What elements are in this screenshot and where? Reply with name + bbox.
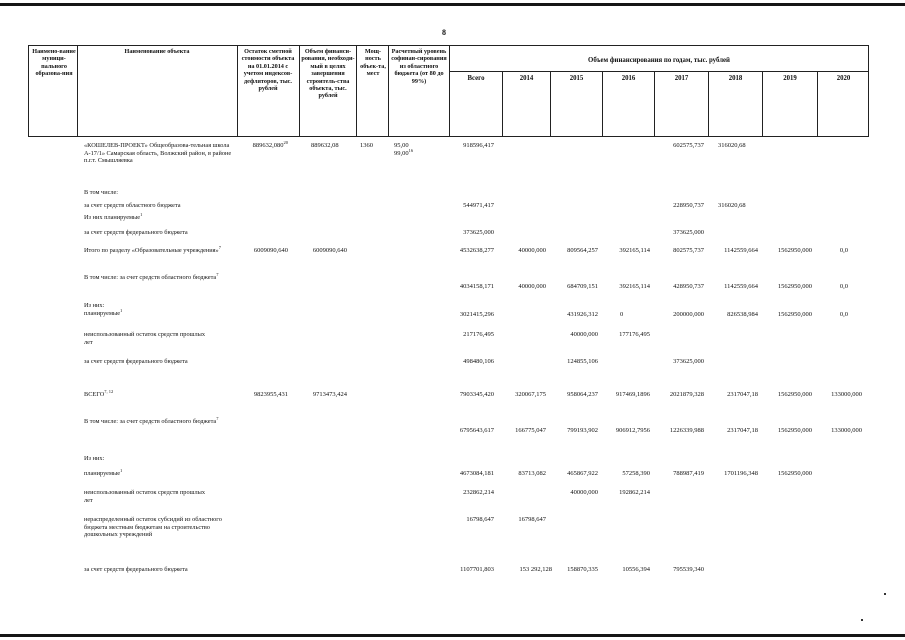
header-municipality: Наимено-вание муници-пального образова-ния: [32, 48, 76, 78]
header-year-2015: 2015: [569, 75, 584, 82]
cell-total: 16798,647: [466, 516, 494, 523]
row-label: Из них: планируемые$^1$: [84, 302, 123, 317]
cell-funding: 889632,08: [311, 142, 339, 149]
header-object: Наименование объекта: [124, 48, 190, 55]
header-year-2014: 2014: [519, 75, 534, 82]
cell-total: 544971,417: [463, 202, 494, 209]
cell-total: 498480,106: [463, 358, 494, 365]
cell-2017: 428950,737: [673, 283, 704, 290]
cell-2015: 465867,922: [567, 470, 598, 477]
cell-2015: 799193,902: [567, 427, 598, 434]
cell-2014: 83713,082: [518, 470, 546, 477]
cell-2020: 0,0: [839, 247, 848, 254]
row-label: Из них планируемые$^1$: [84, 211, 143, 221]
header-capacity: Мощ-ность объек-та, мест: [360, 48, 386, 78]
cell-2018: 2317047,18: [727, 391, 758, 398]
cell-level: 95,00 99,00$^{16}$: [394, 142, 414, 157]
cell-total: 217176,495: [463, 331, 494, 338]
cell-2017: 795539,340: [673, 566, 704, 573]
row-label: за счет средств федерального бюджета: [84, 566, 188, 573]
cell-total: 4034158,171: [459, 283, 494, 290]
cell-2014: 16798,647: [518, 516, 546, 523]
cell-capacity: 1360: [360, 142, 373, 149]
cell-funding: 9713473,424: [312, 391, 347, 398]
cell-total: 4673084,181: [459, 470, 494, 477]
scan-speck: [884, 593, 886, 595]
cell-2017: 802575,737: [673, 247, 704, 254]
cell-total: 1107701,803: [460, 566, 494, 573]
cell-2018: 1142559,664: [724, 247, 758, 254]
cell-2015: 40000,000: [570, 489, 598, 496]
cell-2020: 133000,000: [831, 391, 862, 398]
row-label: за счет средств областного бюджета: [84, 202, 181, 209]
header-divider: [237, 46, 238, 136]
cell-2018: 826538,984: [727, 311, 758, 318]
cell-2014: 166775,047: [515, 427, 546, 434]
cell-2014: 153 292,128: [519, 566, 552, 573]
cell-funding: 6009090,640: [312, 247, 347, 254]
row-label: за счет средств федерального бюджета: [84, 358, 188, 365]
cell-total: 918596,417: [463, 142, 494, 149]
cell-2015: 684709,151: [567, 283, 598, 290]
row-label: неиспользованный остаток средств прошлых лет: [84, 331, 205, 346]
cell-total: 7903345,420: [459, 391, 494, 398]
cell-2017: 2021879,328: [669, 391, 704, 398]
cell-2017: 200000,000: [673, 311, 704, 318]
table-header: [28, 45, 869, 137]
cell-2016: 177176,495: [619, 331, 650, 338]
cell-2018: 316020,68: [718, 202, 746, 209]
header-year-2018: 2018: [728, 75, 743, 82]
cell-2015: 958064,237: [567, 391, 598, 398]
header-year-2020: 2020: [836, 75, 851, 82]
header-divider: [356, 46, 357, 136]
cell-2014: 40000,000: [518, 247, 546, 254]
cell-total: 232862,214: [463, 489, 494, 496]
header-cofinancing-level: Расчетный уровень софинан-сирования из областного бюджета (от 80 до 99%): [391, 48, 447, 85]
cell-2019: 1562950,000: [777, 311, 812, 318]
row-label: Из них:: [84, 455, 105, 462]
row-label: В том числе: за счет средств областного бюджета$^7$: [84, 415, 219, 425]
header-divider: [77, 46, 78, 136]
cell-2019: 1562950,000: [777, 470, 812, 477]
header-year-2019: 2019: [783, 75, 797, 82]
cell-2020: 0,0: [839, 283, 848, 290]
cell-2016: 10556,394: [622, 566, 650, 573]
cell-2014: 40000,000: [518, 283, 546, 290]
cell-total: 4532638,277: [459, 247, 494, 254]
cell-2017: 788987,419: [673, 470, 704, 477]
cell-2015: 124855,106: [567, 358, 598, 365]
cell-2017: 373625,000: [673, 229, 704, 236]
cell-2015: 158870,335: [567, 566, 598, 573]
cell-2017: 602575,737: [673, 142, 704, 149]
cell-total: 3021415,296: [459, 311, 494, 318]
cell-remaining: 889632,080$^{20}$: [252, 139, 288, 149]
cell-total: 6795643,617: [459, 427, 494, 434]
row-label: «КОШЕЛЕВ-ПРОЕКТ» Общеобразова-тельная школа А-17/1» Самарская область, Волжский район, в районе п.г.т. Смышляевка: [84, 142, 232, 165]
top-border-bar: [0, 3, 905, 6]
row-label: неиспользованный остаток средств прошлых лет: [84, 489, 205, 504]
cell-2016: 392165,114: [619, 283, 650, 290]
cell-2016: 192862,214: [619, 489, 650, 496]
cell-2019: 1562950,000: [777, 247, 812, 254]
header-financing-title: Объем финансирования по годам, тыс. рублей: [588, 57, 730, 64]
cell-2018: 316020,68: [718, 142, 746, 149]
cell-2020: 133000,000: [831, 427, 862, 434]
cell-2018: 1701196,348: [724, 470, 758, 477]
row-label: планируемые$^1$: [84, 467, 123, 477]
header-funding-needed: Объем финанси-рования, необходи-мый в целях завершения строитель-ства объекта, тыс. рублей: [301, 48, 355, 100]
cell-2016: 392165,114: [619, 247, 650, 254]
cell-2016: 57258,390: [622, 470, 650, 477]
header-subdivider: [449, 71, 869, 72]
row-label: В том числе:: [84, 189, 119, 196]
header-divider: [388, 46, 389, 136]
page-number: 8: [442, 28, 446, 37]
bottom-border-bar: [0, 634, 905, 637]
header-year-2017: 2017: [674, 75, 689, 82]
header-year-total: Всего: [467, 75, 485, 82]
header-divider: [299, 46, 300, 136]
cell-2018: 1142559,664: [724, 283, 758, 290]
scan-speck: [861, 619, 863, 621]
cell-2016: 917469,1896: [615, 391, 650, 398]
cell-2018: 2317047,18: [727, 427, 758, 434]
header-year-2016: 2016: [621, 75, 636, 82]
cell-2016: 0: [620, 311, 624, 318]
row-label: Итого по разделу «Образовательные учреждения»$^7$: [84, 244, 221, 254]
header-remaining-cost: Остаток сметной стоимости объекта на 01.01.2014 с учетом индексов-дефляторов, тыс. рублей: [241, 48, 295, 93]
cell-2014: 320067,175: [515, 391, 546, 398]
cell-2015: 431926,312: [567, 311, 598, 318]
cell-2019: 1562950,000: [777, 283, 812, 290]
row-label: ВСЕГО$^{7, 12}$: [84, 388, 114, 398]
row-label: за счет средств федерального бюджета: [84, 229, 188, 236]
cell-remaining: 6009090,640: [253, 247, 288, 254]
cell-2017: 228950,737: [673, 202, 704, 209]
cell-remaining: 9823955,431: [253, 391, 288, 398]
cell-2020: 0,0: [839, 311, 848, 318]
cell-2019: 1562950,000: [777, 391, 812, 398]
cell-2017: 373625,000: [673, 358, 704, 365]
row-label: В том числе: за счет средств областного бюджета$^7$: [84, 271, 219, 281]
cell-2015: 40000,000: [570, 331, 598, 338]
cell-2016: 906912,7956: [615, 427, 650, 434]
cell-total: 373625,000: [463, 229, 494, 236]
cell-2017: 1226339,988: [669, 427, 704, 434]
row-label: нераспределенный остаток субсидий из областного бюджета местным бюджетам на строительство дошкольных учреждений: [84, 516, 222, 539]
cell-2015: 809564,257: [567, 247, 598, 254]
cell-2019: 1562950,000: [777, 427, 812, 434]
